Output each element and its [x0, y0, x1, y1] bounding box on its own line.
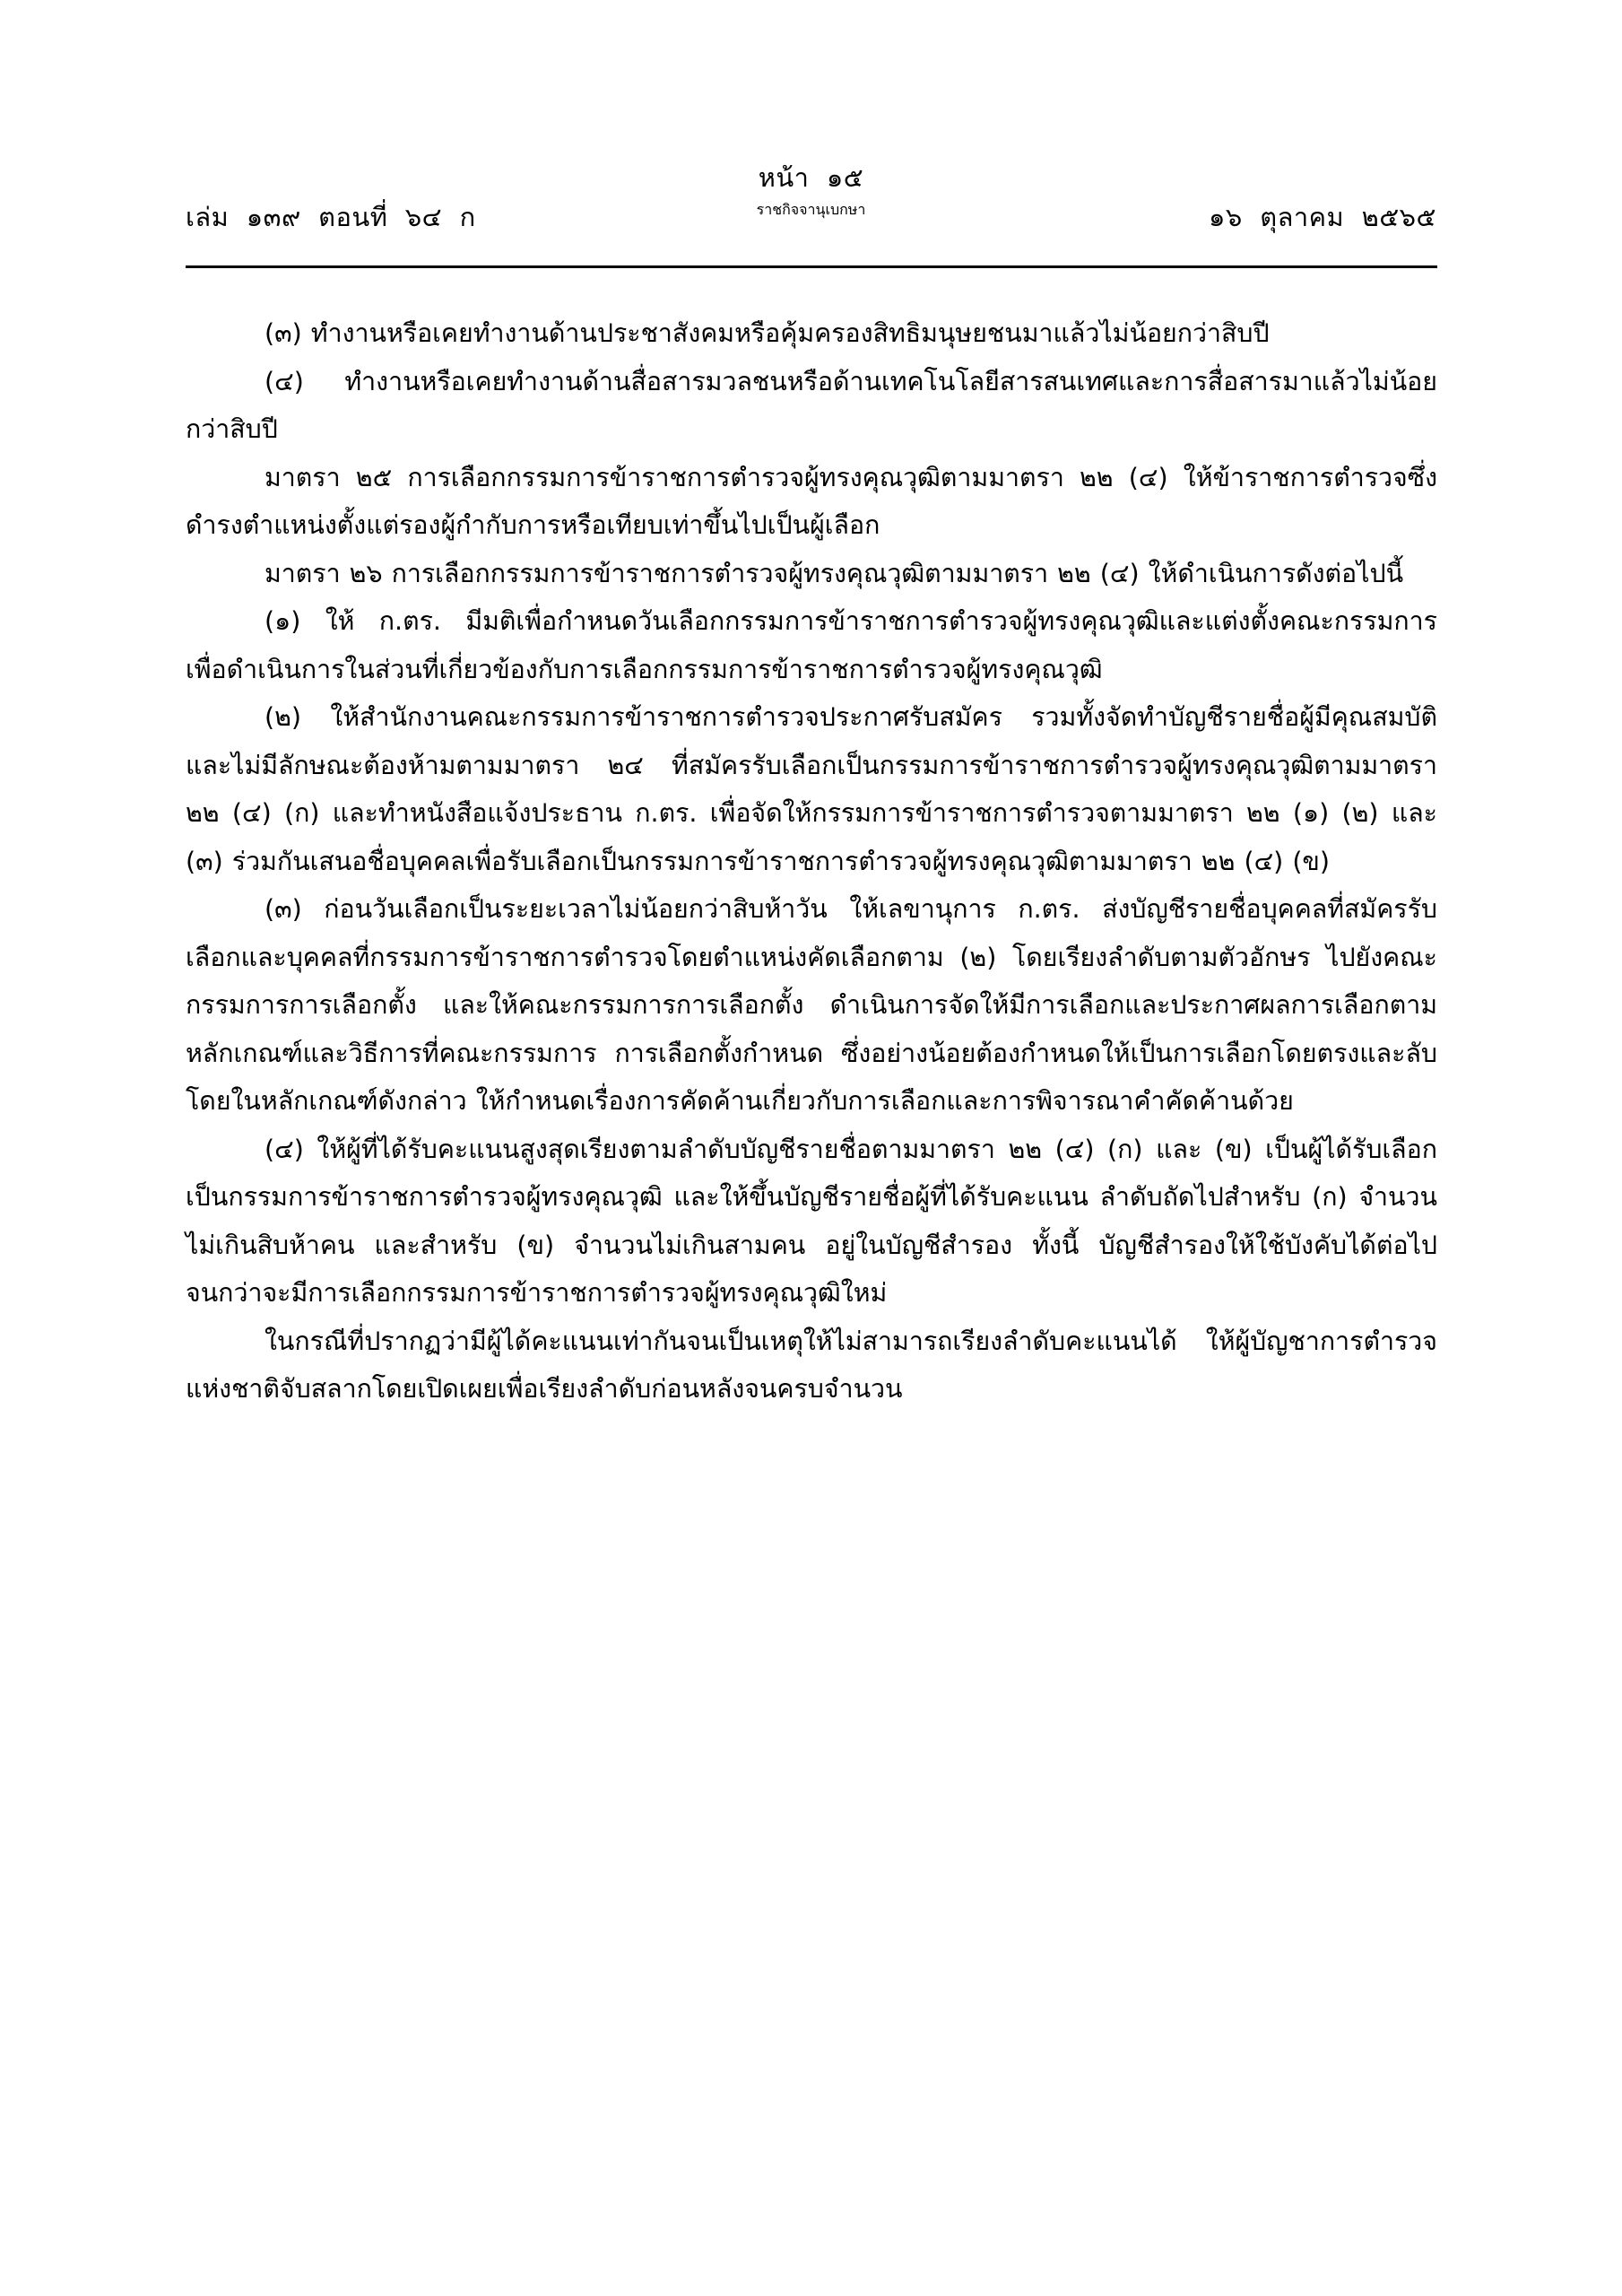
- header-divider-rule: [186, 265, 1437, 268]
- paragraph-section-26-item-2: (๒) ให้สำนักงานคณะกรรมการข้าราชการตำรวจประกาศรับสมัคร รวมทั้งจัดทำบัญชีรายชื่อผู้มีคุณสมบัติและไม่มีลักษณะต้องห้ามตามมาตรา ๒๔ ที่สมัครรับเลือกเป็นกรรมการข้าราชการตำรวจผู้ทรงคุณวุฒิตามมาตรา ๒๒ (๔) (ก) และทำหนังสือแจ้งประธาน ก.ตร. เพื่อจัดให้กรรมการข้าราชการตำรวจตามมาตรา ๒๒ (๑) (๒) และ (๓) ร่วมกันเสนอชื่อบุคคลเพื่อรับเลือกเป็นกรรมการข้าราชการตำรวจผู้ทรงคุณวุฒิตามมาตรา ๒๒ (๔) (ข): [186, 702, 1437, 876]
- paragraph-final: ในกรณีที่ปรากฏว่ามีผู้ได้คะแนนเท่ากันจนเป็นเหตุให้ไม่สามารถเรียงลำดับคะแนนได้ ให้ผู้บัญชาการตำรวจแห่งชาติจับสลากโดยเปิดเผยเพื่อเรียงลำดับก่อนหลังจนครบจำนวน: [186, 1326, 1437, 1404]
- page-number-label: หน้า ๑๕: [758, 162, 864, 193]
- paragraph-section-26-item-1: (๑) ให้ ก.ตร. มีมติเพื่อกำหนดวันเลือกกรรมการข้าราชการตำรวจผู้ทรงคุณวุฒิและแต่งตั้งคณะกรรมการ เพื่อดำเนินการในส่วนที่เกี่ยวข้องกับการเลือกกรรมการข้าราชการตำรวจผู้ทรงคุณวุฒิ: [186, 606, 1437, 684]
- page-body: [186, 309, 1437, 1413]
- paragraph-clause-4: (๔) ทำงานหรือเคยทำงานด้านสื่อสารมวลชนหรือด้านเทคโนโลยีสารสนเทศและการสื่อสารมาแล้วไม่น้อยกว่าสิบปี: [186, 366, 1437, 444]
- paragraph-clause-3: (๓) ทำงานหรือเคยทำงานด้านประชาสังคมหรือคุ้มครองสิทธิมนุษยชนมาแล้วไม่น้อยกว่าสิบปี: [265, 318, 1270, 348]
- paragraph-section-26: มาตรา ๒๖ การเลือกกรรมการข้าราชการตำรวจผู้ทรงคุณวุฒิตามมาตรา ๒๒ (๔) ให้ดำเนินการดังต่อไปนี้: [265, 558, 1404, 588]
- header-row: [186, 199, 1436, 235]
- paragraph-section-25: มาตรา ๒๕ การเลือกกรรมการข้าราชการตำรวจผู้ทรงคุณวุฒิตามมาตรา ๒๒ (๔) ให้ข้าราชการตำรวจซึ่งดำรงตำแหน่งตั้งแต่รองผู้กำกับการหรือเทียบเท่าขึ้นไปเป็นผู้เลือก: [186, 462, 1437, 540]
- volume-issue-label: เล่ม ๑๓๙ ตอนที่ ๖๔ ก: [186, 202, 476, 232]
- paragraph-section-26-item-4: (๔) ให้ผู้ที่ได้รับคะแนนสูงสุดเรียงตามลำดับบัญชีรายชื่อตามมาตรา ๒๒ (๔) (ก) และ (ข) เป็นผู้ได้รับเลือกเป็นกรรมการข้าราชการตำรวจผู้ทรงคุณวุฒิ และให้ขึ้นบัญชีรายชื่อผู้ที่ได้รับคะแนน ลำดับถัดไปสำหรับ (ก) จำนวนไม่เกินสิบห้าคน และสำหรับ (ข) จำนวนไม่เกินสามคน อยู่ในบัญชีสำรอง ทั้งนี้ บัญชีสำรองให้ใช้บังคับได้ต่อไปจนกว่าจะมีการเลือกกรรมการข้าราชการตำรวจผู้ทรงคุณวุฒิใหม่: [186, 1134, 1437, 1308]
- page-header: [186, 160, 1436, 267]
- publication-date-label: ๑๖ ตุลาคม ๒๕๖๕: [1208, 202, 1436, 232]
- gazette-title: ราชกิจจานุเบกษา: [756, 201, 866, 218]
- paragraph-section-26-item-3: (๓) ก่อนวันเลือกเป็นระยะเวลาไม่น้อยกว่าสิบห้าวัน ให้เลขานุการ ก.ตร. ส่งบัญชีรายชื่อบุคคลที่สมัครรับเลือกและบุคคลที่กรรมการข้าราชการตำรวจโดยตำแหน่งคัดเลือกตาม (๒) โดยเรียงลำดับตามตัวอักษร ไปยังคณะกรรมการการเลือกตั้ง และให้คณะกรรมการการเลือกตั้ง ดำเนินการจัดให้มีการเลือกและประกาศผลการเลือกตามหลักเกณฑ์และวิธีการที่คณะกรรมการ การเลือกตั้งกำหนด ซึ่งอย่างน้อยต้องกำหนดให้เป็นการเลือกโดยตรงและลับ โดยในหลักเกณฑ์ดังกล่าว ให้กำหนดเรื่องการคัดค้านเกี่ยวกับการเลือกและการพิจารณาคำคัดค้านด้วย: [186, 894, 1437, 1116]
